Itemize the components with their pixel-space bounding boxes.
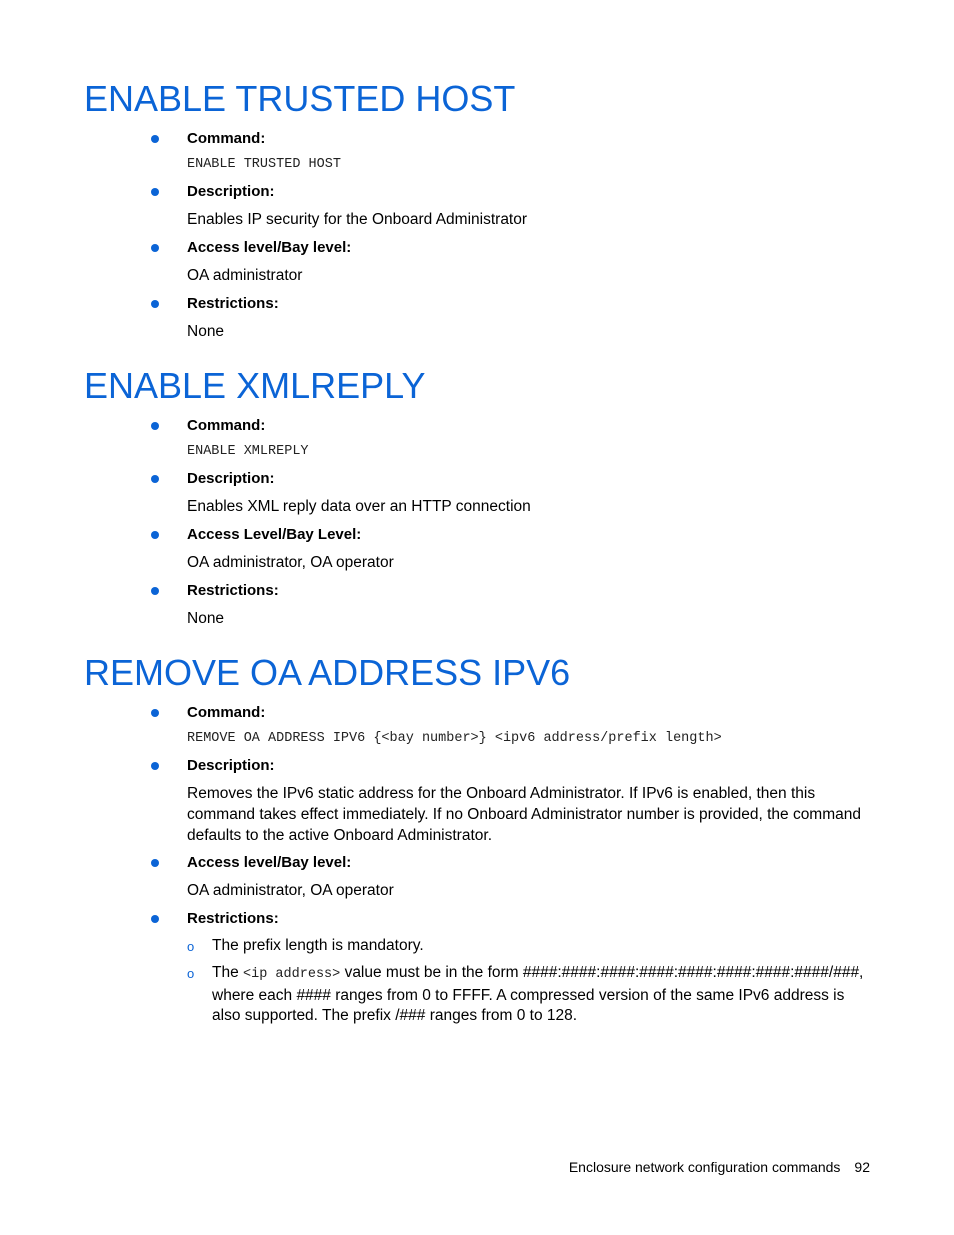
restrictions-text: None xyxy=(187,610,225,627)
section-title-enable-trusted-host: ENABLE TRUSTED HOST xyxy=(84,78,516,119)
sub-bullet-icon: o xyxy=(187,939,195,954)
command-text: REMOVE OA ADDRESS IPV6 {<bay number>} <ipv6 address/prefix length> xyxy=(187,731,722,746)
section-title-enable-xmlreply: ENABLE XMLREPLY xyxy=(84,365,426,406)
restrictions-label: Restrictions: xyxy=(187,910,279,927)
bullet-icon xyxy=(151,135,159,143)
description-text: Enables IP security for the Onboard Administrator xyxy=(187,211,528,228)
sub-bullet-icon: o xyxy=(187,966,195,981)
access-text: OA administrator, OA operator xyxy=(187,554,394,571)
description-label: Description: xyxy=(187,470,275,487)
bullet-icon xyxy=(151,188,159,196)
page-number: 92 xyxy=(854,1159,870,1175)
bullet-icon xyxy=(151,300,159,308)
description-text: Enables XML reply data over an HTTP connection xyxy=(187,498,531,515)
bullet-icon xyxy=(151,422,159,430)
restriction-item: The prefix length is mandatory. xyxy=(212,937,424,954)
description-label: Description: xyxy=(187,183,275,200)
restrictions-label: Restrictions: xyxy=(187,295,279,312)
command-text: ENABLE TRUSTED HOST xyxy=(187,157,341,172)
command-label: Command: xyxy=(187,704,266,721)
access-label: Access level/Bay level: xyxy=(187,854,352,871)
bullet-icon xyxy=(151,709,159,717)
restrictions-text: None xyxy=(187,323,225,340)
access-label: Access Level/Bay Level: xyxy=(187,526,362,543)
command-label: Command: xyxy=(187,417,266,434)
description-label: Description: xyxy=(187,757,275,774)
access-label: Access level/Bay level: xyxy=(187,239,352,256)
bullet-icon xyxy=(151,859,159,867)
command-text: ENABLE XMLREPLY xyxy=(187,444,309,459)
bullet-icon xyxy=(151,587,159,595)
bullet-icon xyxy=(151,244,159,252)
bullet-icon xyxy=(151,475,159,483)
restriction-code: <ip address> xyxy=(243,967,341,982)
section-title-remove-oa-address-ipv6: REMOVE OA ADDRESS IPV6 xyxy=(84,652,571,693)
description-text: Removes the IPv6 static address for the Onboard Administrator. If IPv6 is enabled, then this command takes effect immediately. If no Onboard Administrator number is provided, the command defaults to the active Onboard Administrator. xyxy=(187,785,861,844)
command-label: Command: xyxy=(187,130,266,147)
restriction-item xyxy=(212,963,877,1027)
bullet-icon xyxy=(151,915,159,923)
access-text: OA administrator, OA operator xyxy=(187,882,394,899)
page-footer xyxy=(569,1158,870,1176)
restriction-post: value must be in the form ####:####:####:####:####:####:####:####/###, where each #### ranges from 0 to FFFF. A compressed version of the same IPv6 address is also supported. The prefix /### ranges from 0 to 128. xyxy=(212,964,864,1024)
footer-chapter: Enclosure network configuration commands xyxy=(568,1159,841,1175)
restrictions-label: Restrictions: xyxy=(187,582,279,599)
restriction-pre: The xyxy=(212,964,239,981)
bullet-icon xyxy=(151,762,159,770)
access-text: OA administrator xyxy=(187,267,303,284)
bullet-icon xyxy=(151,531,159,539)
